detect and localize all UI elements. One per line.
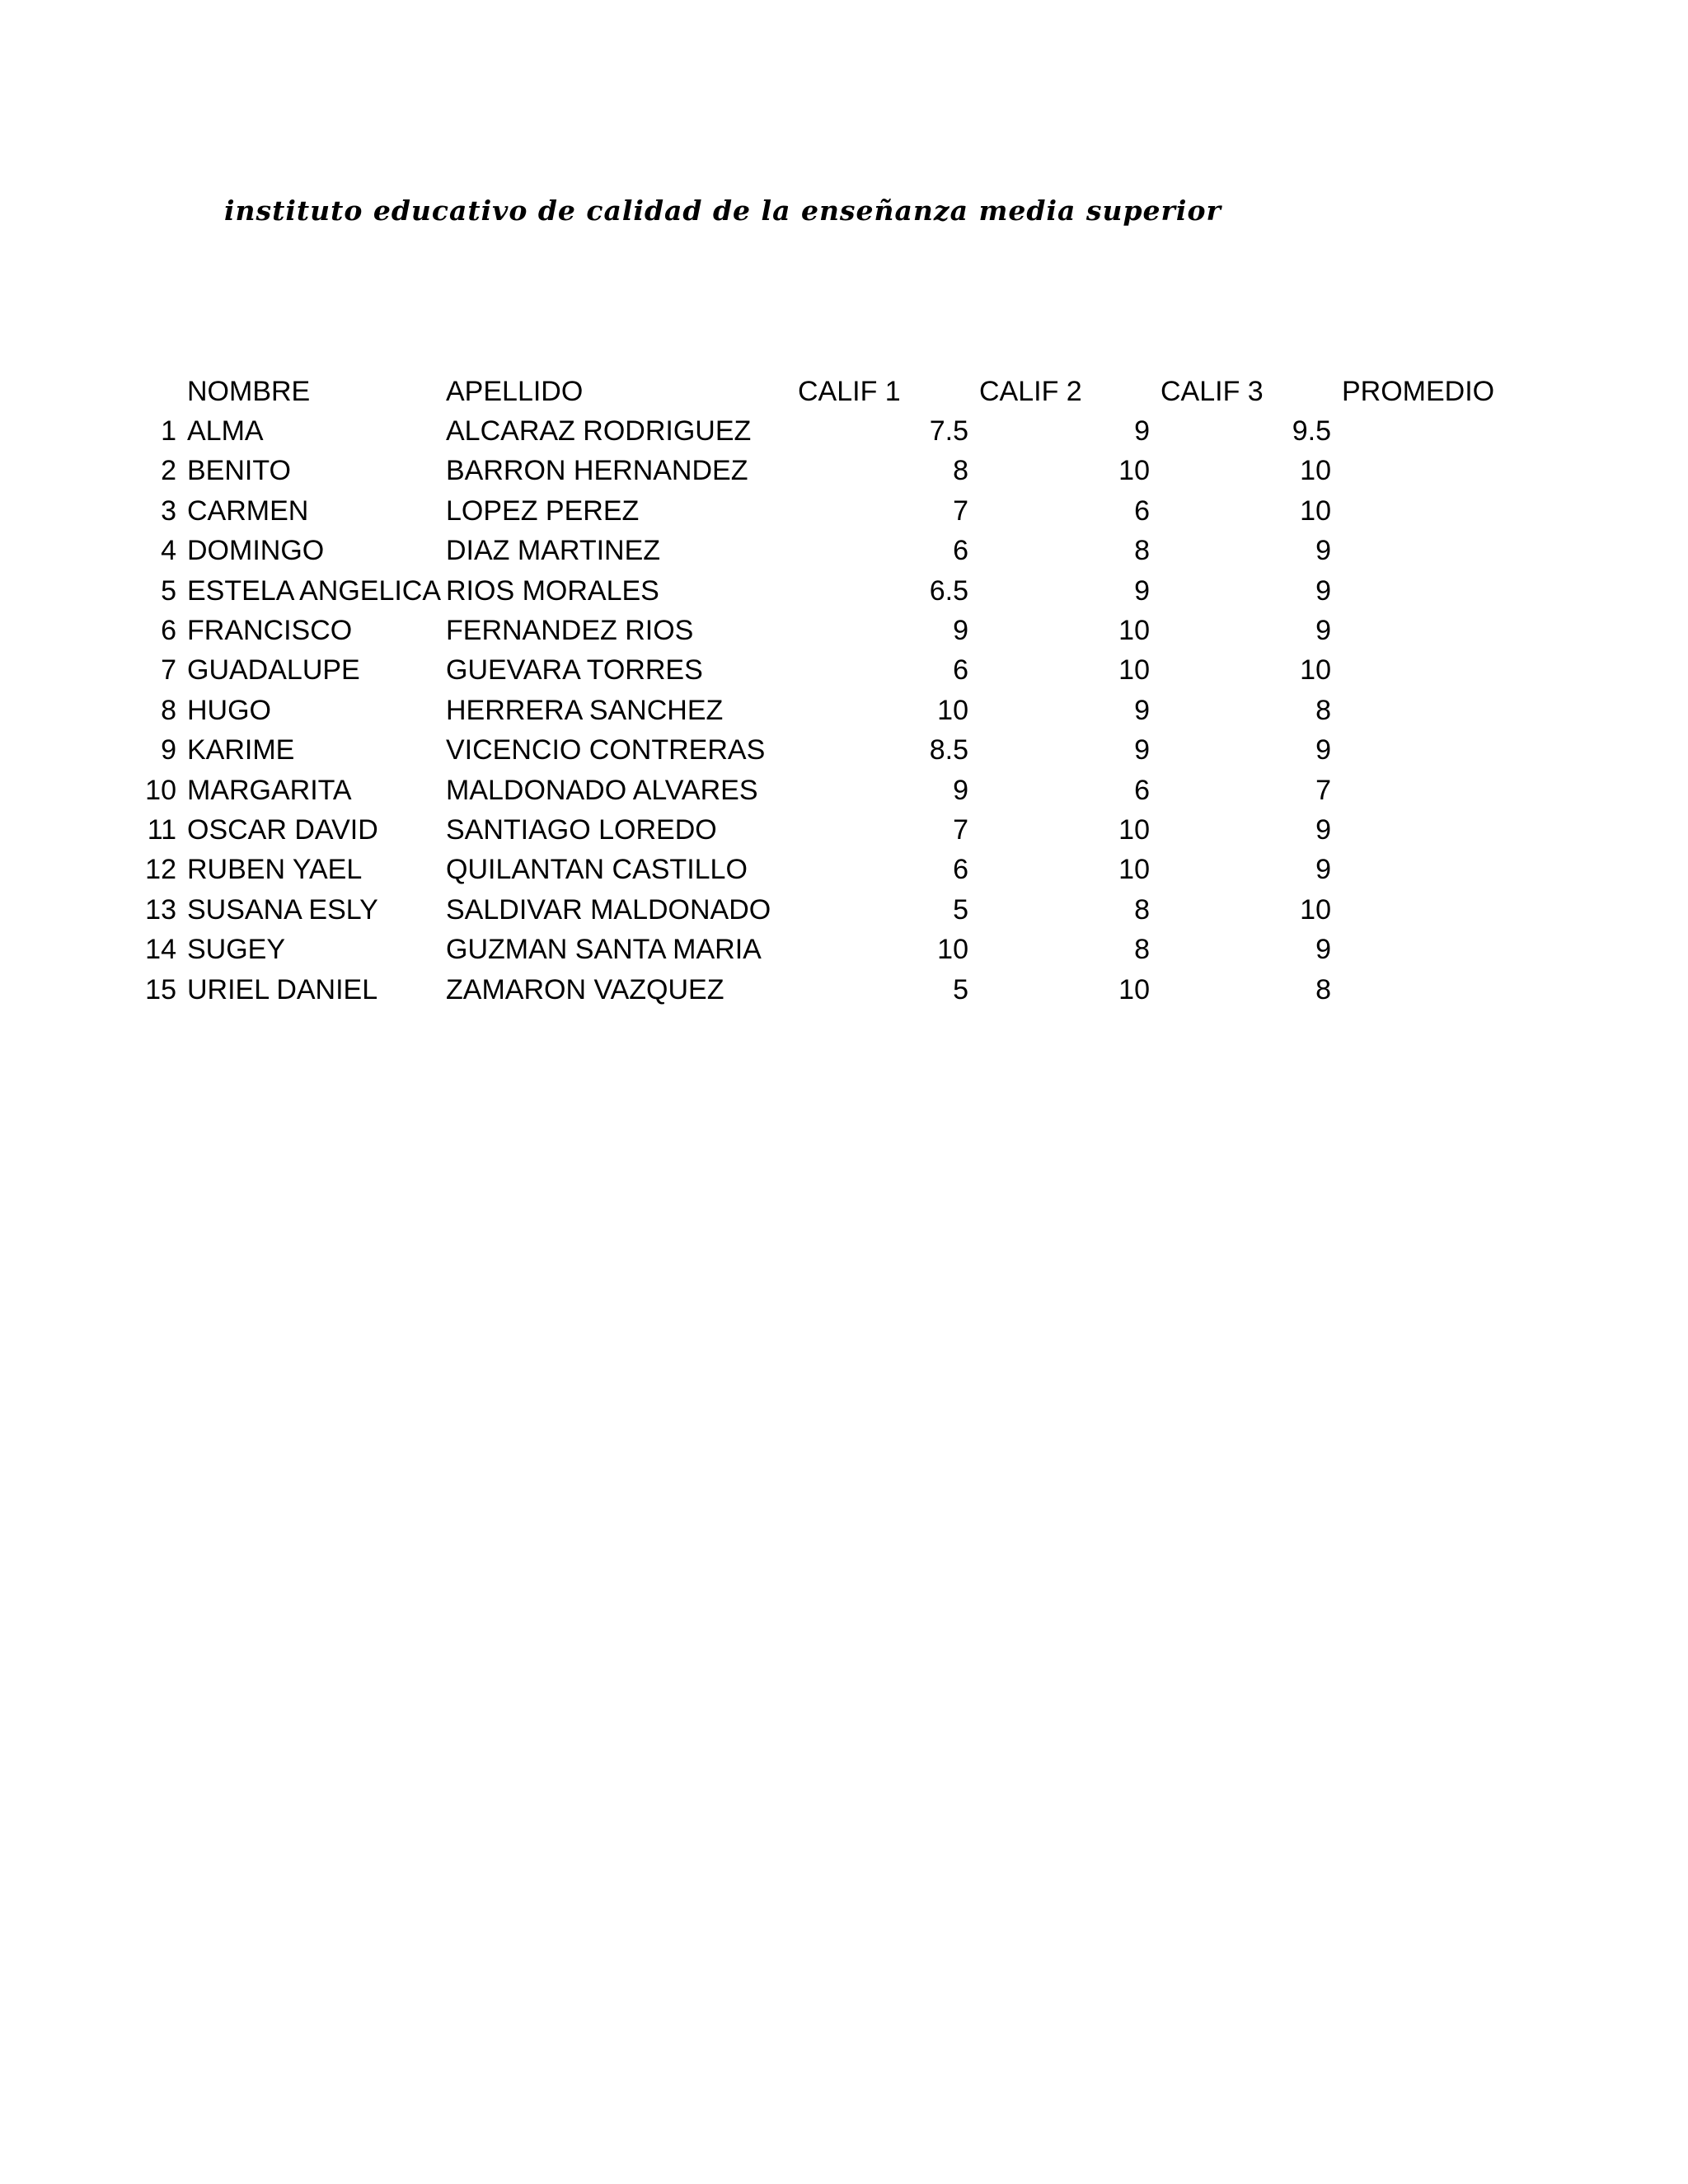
- row-calif-3: 8: [1315, 974, 1331, 1005]
- row-calif-1: 6: [953, 654, 968, 686]
- row-calif-2: 9: [1134, 734, 1150, 766]
- row-apellido: ZAMARON VAZQUEZ: [446, 974, 724, 1005]
- row-calif-2: 10: [1118, 654, 1150, 686]
- row-calif-3: 9: [1315, 854, 1331, 885]
- row-number: 14: [145, 934, 176, 965]
- row-calif-3: 8: [1315, 695, 1331, 726]
- row-number: 11: [147, 814, 176, 846]
- row-number: 4: [161, 535, 176, 566]
- row-calif-3: 10: [1300, 654, 1331, 686]
- header-calif-1: CALIF 1: [798, 376, 901, 407]
- row-apellido: ALCARAZ RODRIGUEZ: [446, 415, 752, 447]
- row-calif-3: 9.5: [1292, 415, 1331, 447]
- row-nombre: OSCAR DAVID: [187, 814, 378, 846]
- row-calif-2: 10: [1118, 615, 1150, 646]
- row-calif-2: 6: [1134, 775, 1150, 806]
- row-apellido: BARRON HERNANDEZ: [446, 455, 748, 486]
- row-number: 5: [161, 575, 176, 607]
- row-calif-2: 9: [1134, 695, 1150, 726]
- row-calif-1: 5: [953, 974, 968, 1005]
- row-calif-3: 9: [1315, 535, 1331, 566]
- row-calif-1: 6.5: [929, 575, 968, 607]
- header-calif-3: CALIF 3: [1160, 376, 1264, 407]
- row-nombre: URIEL DANIEL: [187, 974, 378, 1005]
- row-calif-3: 9: [1315, 615, 1331, 646]
- row-nombre: RUBEN YAEL: [187, 854, 363, 885]
- row-calif-3: 10: [1300, 495, 1331, 527]
- row-calif-2: 10: [1118, 455, 1150, 486]
- row-calif-1: 8.5: [929, 734, 968, 766]
- row-calif-3: 10: [1300, 894, 1331, 926]
- row-number: 10: [145, 775, 176, 806]
- row-apellido: QUILANTAN CASTILLO: [446, 854, 748, 885]
- row-calif-2: 10: [1118, 974, 1150, 1005]
- row-calif-1: 10: [937, 934, 968, 965]
- row-apellido: HERRERA SANCHEZ: [446, 695, 724, 726]
- row-apellido: LOPEZ PEREZ: [446, 495, 640, 527]
- row-calif-3: 9: [1315, 934, 1331, 965]
- row-nombre: FRANCISCO: [187, 615, 353, 646]
- row-apellido: RIOS MORALES: [446, 575, 659, 607]
- row-calif-2: 8: [1134, 894, 1150, 926]
- row-number: 13: [145, 894, 176, 926]
- row-calif-3: 9: [1315, 814, 1331, 846]
- row-calif-3: 9: [1315, 575, 1331, 607]
- row-nombre: HUGO: [187, 695, 271, 726]
- row-nombre: SUSANA ESLY: [187, 894, 378, 926]
- row-number: 15: [145, 974, 176, 1005]
- row-calif-3: 7: [1315, 775, 1331, 806]
- row-number: 9: [161, 734, 176, 766]
- row-calif-1: 10: [937, 695, 968, 726]
- row-apellido: VICENCIO CONTRERAS: [446, 734, 766, 766]
- row-calif-1: 8: [953, 455, 968, 486]
- row-apellido: GUEVARA TORRES: [446, 654, 703, 686]
- row-nombre: GUADALUPE: [187, 654, 360, 686]
- row-apellido: GUZMAN SANTA MARIA: [446, 934, 762, 965]
- row-calif-2: 6: [1134, 495, 1150, 527]
- row-calif-2: 10: [1118, 814, 1150, 846]
- row-calif-1: 7: [953, 814, 968, 846]
- row-apellido: MALDONADO ALVARES: [446, 775, 758, 806]
- header-calif-2: CALIF 2: [979, 376, 1082, 407]
- row-nombre: MARGARITA: [187, 775, 352, 806]
- row-nombre: ESTELA ANGELICA: [187, 575, 442, 607]
- header-promedio: PROMEDIO: [1342, 376, 1495, 407]
- row-calif-3: 10: [1300, 455, 1331, 486]
- row-calif-2: 8: [1134, 934, 1150, 965]
- row-number: 3: [161, 495, 176, 527]
- row-calif-2: 9: [1134, 575, 1150, 607]
- row-nombre: SUGEY: [187, 934, 286, 965]
- row-number: 1: [161, 415, 176, 447]
- row-number: 6: [161, 615, 176, 646]
- row-apellido: DIAZ MARTINEZ: [446, 535, 661, 566]
- header-apellido: APELLIDO: [446, 376, 584, 407]
- row-nombre: DOMINGO: [187, 535, 325, 566]
- row-calif-1: 5: [953, 894, 968, 926]
- row-number: 8: [161, 695, 176, 726]
- row-nombre: KARIME: [187, 734, 295, 766]
- row-nombre: BENITO: [187, 455, 291, 486]
- row-calif-1: 6: [953, 535, 968, 566]
- row-calif-1: 9: [953, 615, 968, 646]
- row-nombre: ALMA: [187, 415, 264, 447]
- row-apellido: SALDIVAR MALDONADO: [446, 894, 771, 926]
- row-apellido: SANTIAGO LOREDO: [446, 814, 717, 846]
- header-nombre: NOMBRE: [187, 376, 311, 407]
- row-number: 2: [161, 455, 176, 486]
- row-calif-2: 8: [1134, 535, 1150, 566]
- row-calif-3: 9: [1315, 734, 1331, 766]
- page-title: instituto educativo de calidad de la enseñanza media superior: [224, 194, 1221, 227]
- row-calif-2: 10: [1118, 854, 1150, 885]
- row-calif-1: 7: [953, 495, 968, 527]
- row-apellido: FERNANDEZ RIOS: [446, 615, 694, 646]
- row-calif-1: 9: [953, 775, 968, 806]
- row-calif-1: 7.5: [929, 415, 968, 447]
- row-number: 7: [161, 654, 176, 686]
- row-number: 12: [145, 854, 176, 885]
- row-nombre: CARMEN: [187, 495, 309, 527]
- row-calif-1: 6: [953, 854, 968, 885]
- row-calif-2: 9: [1134, 415, 1150, 447]
